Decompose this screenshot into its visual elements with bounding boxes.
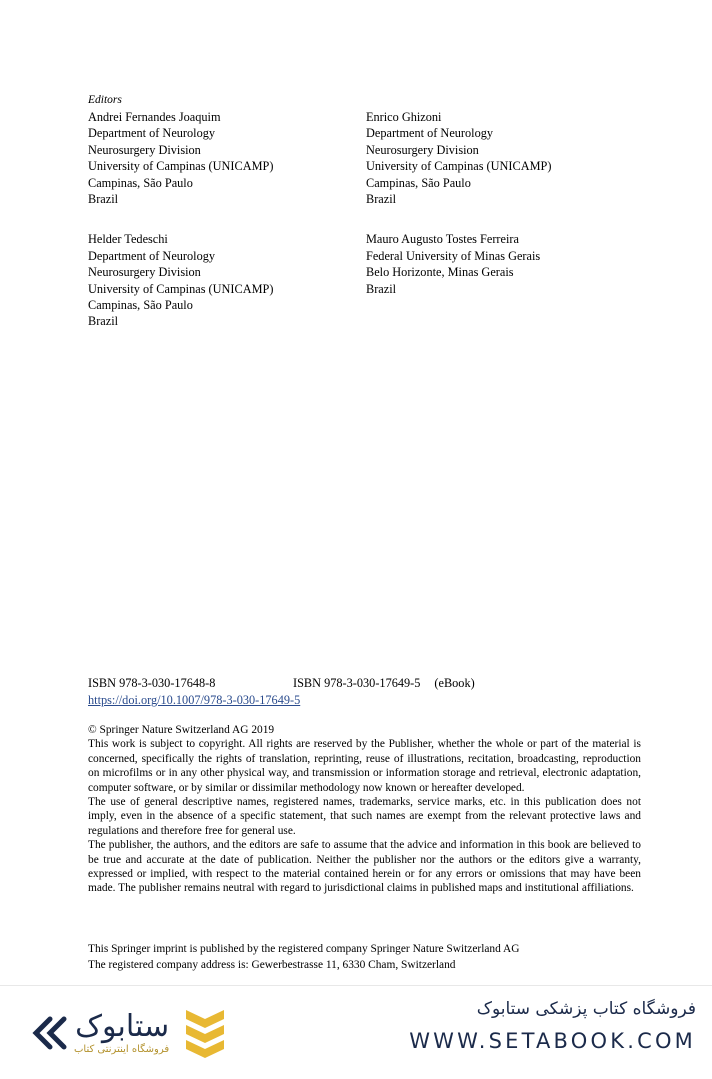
editor-name: Andrei Fernandes Joaquim xyxy=(88,110,221,124)
editor-affiliation-line: Brazil xyxy=(366,192,397,207)
banner-tagline: فروشگاه کتاب پزشکی ستابوک xyxy=(476,999,696,1019)
copyright-line: © Springer Nature Switzerland AG 2019 xyxy=(88,724,275,736)
editor-affiliation-line: Campinas, São Paulo xyxy=(366,175,471,190)
chevron-stack-icon xyxy=(182,1006,228,1058)
editor-name: Helder Tedeschi xyxy=(88,232,168,247)
logo-subtitle: فروشگاه اینترنتی کتاب xyxy=(74,1043,170,1055)
editors-label: Editors xyxy=(88,94,122,106)
editor-affiliation-line: Department of Neurology xyxy=(88,126,216,141)
isbn-ebook-tag: (eBook) xyxy=(434,676,475,690)
editors-right-column xyxy=(366,109,644,354)
editor-affiliation-line: Federal University of Minas Gerais xyxy=(366,248,541,263)
doi-link[interactable]: https://doi.org/10.1007/978-3-030-17649-5 xyxy=(88,693,301,707)
editors-left-column xyxy=(88,109,366,354)
editor-entry xyxy=(88,109,366,207)
editor-affiliation-line: University of Campinas (UNICAMP) xyxy=(88,159,274,174)
editor-affiliation-line: Brazil xyxy=(88,192,119,207)
editor-affiliation-line: Department of Neurology xyxy=(88,248,216,263)
watermark-banner xyxy=(0,985,712,1079)
editor-affiliation-line: Brazil xyxy=(88,314,119,329)
editors-columns xyxy=(88,109,648,354)
editor-affiliation-line: University of Campinas (UNICAMP) xyxy=(88,281,274,296)
copyright-paragraph-3: The publisher, the authors, and the editors are safe to assume that the advice and information in this book are believed to be true and accurate at the date of publication. Neither the publisher nor the authors or the editors give a warranty, expressed or implied, with respect to the material contained herein or for any errors or omissions that may have been made. The publisher remains neutral with regard to jurisdictional claims in published maps and institutional affiliations. xyxy=(88,839,641,895)
isbn-ebook: ISBN 978-3-030-17649-5 xyxy=(293,676,421,690)
imprint-line: The registered company address is: Gewerbestrasse 11, 6330 Cham, Switzerland xyxy=(88,959,456,971)
banner-text-group xyxy=(266,996,696,1056)
copyright-paragraph-1: This work is subject to copyright. All rights are reserved by the Publisher, whether the whole or part of the material is concerned, specifically the rights of translation, reprinting, reuse of illustrations, recitation, broadcasting, reproduction on microfilms or in any other physical way, and transmission or information storage and retrieval, electronic adaptation, computer software, or by similar or dissimilar methodology now known or hereafter developed. xyxy=(88,738,641,794)
editor-affiliation-line: Brazil xyxy=(366,281,397,296)
editor-name: Mauro Augusto Tostes Ferreira xyxy=(366,232,519,247)
copyright-paragraph-2: The use of general descriptive names, registered names, trademarks, service marks, etc. in this publication does not imply, even in the absence of a specific statement, that such names are exempt from the relevant protective laws and regulations and therefore free for general use. xyxy=(88,796,641,837)
editor-entry xyxy=(366,109,644,207)
banner-url[interactable]: WWW.SETABOOK.COM xyxy=(409,1029,696,1053)
imprint-block xyxy=(88,941,641,973)
editor-entry xyxy=(366,231,644,297)
editor-affiliation-line: Neurosurgery Division xyxy=(88,265,201,280)
double-chevron-icon xyxy=(28,1011,72,1055)
copyright-block xyxy=(88,723,641,896)
editor-affiliation-line: Campinas, São Paulo xyxy=(88,175,193,190)
editors-section xyxy=(88,92,648,354)
isbn-ebook-group xyxy=(293,675,475,691)
editor-affiliation-line: Neurosurgery Division xyxy=(88,142,201,157)
isbn-row xyxy=(88,675,648,691)
editor-affiliation-line: Department of Neurology xyxy=(366,126,494,141)
editor-affiliation-line: Campinas, São Paulo xyxy=(88,298,193,313)
editor-affiliation-line: University of Campinas (UNICAMP) xyxy=(366,159,552,174)
editor-affiliation-line: Belo Horizonte, Minas Gerais xyxy=(366,265,514,280)
editor-affiliation-line: Neurosurgery Division xyxy=(366,142,479,157)
editor-entry xyxy=(88,231,366,329)
imprint-line: This Springer imprint is published by the registered company Springer Nature Switzerland AG xyxy=(88,943,520,955)
isbn-print: ISBN 978-3-030-17648-8 xyxy=(88,676,216,690)
logo-text-group xyxy=(74,1008,170,1056)
logo-wordmark: ستابوک xyxy=(75,1008,170,1044)
editor-name: Enrico Ghizoni xyxy=(366,110,442,124)
